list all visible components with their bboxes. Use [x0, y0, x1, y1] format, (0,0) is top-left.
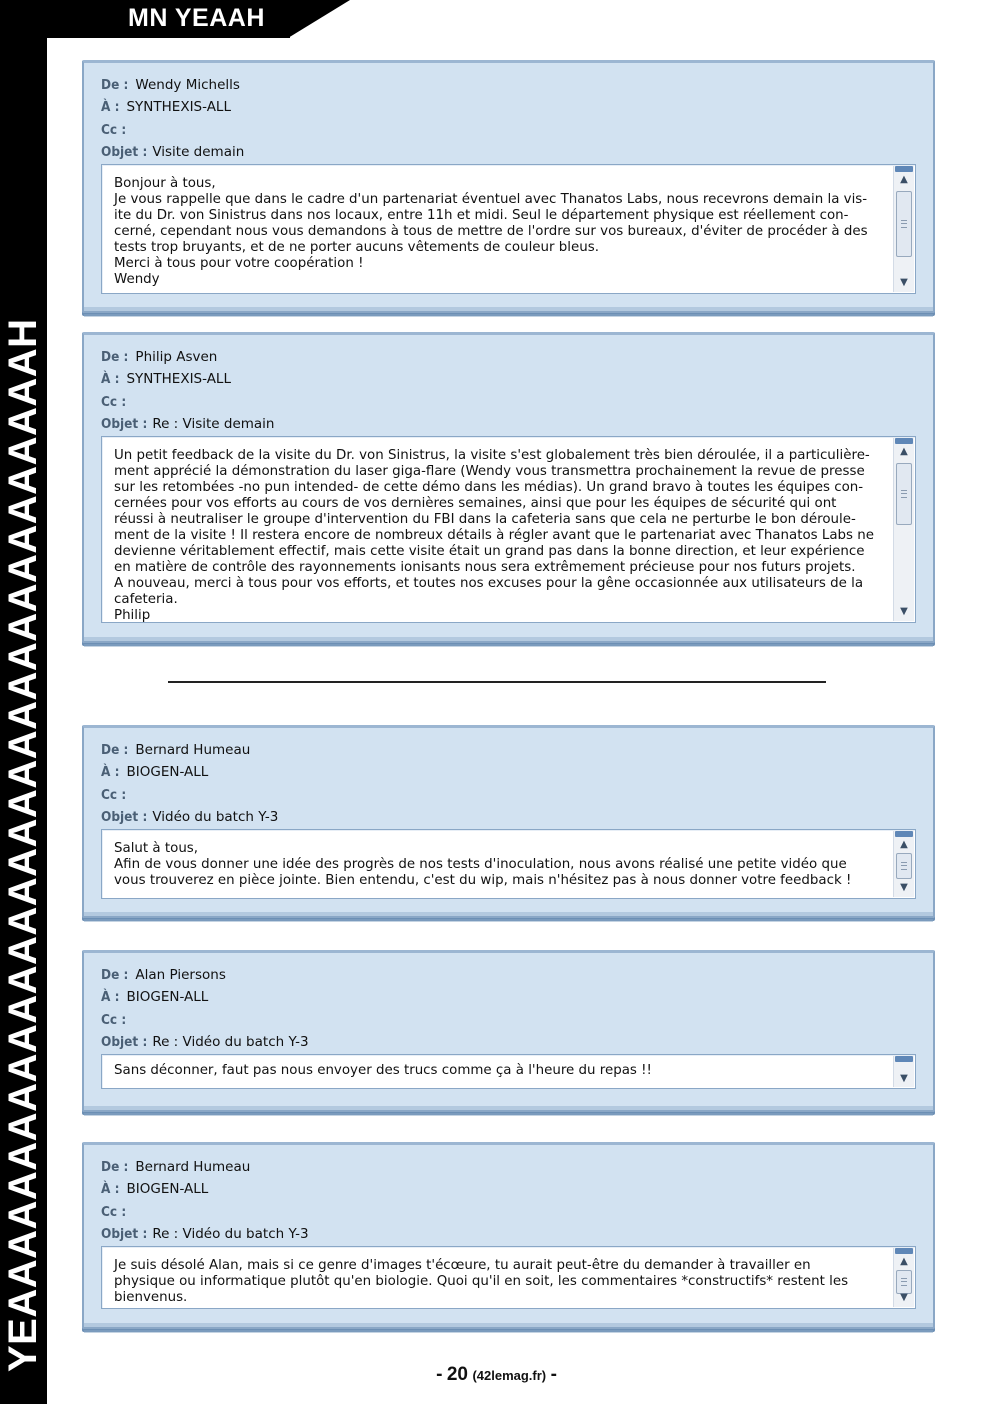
email-window — [82, 1142, 935, 1329]
from-row — [101, 77, 240, 93]
subject-value: Vidéo du batch Y-3 — [152, 809, 279, 825]
from-label: De : — [101, 77, 129, 93]
from-value: Alan Piersons — [135, 967, 226, 983]
message-text: Un petit feedback de la visite du Dr. von Sinistrus, la visite s'est globalement très bien déroulée, il a particulière- ment apprécié la démonstration du laser giga-flare (Wendy vous transmettra prochainement la revue de presse sur les retombées -no pun intended- de cette démo dans les médias). Un grand bravo à toutes les équipes con- cernées pour vos efforts au cours de vos dernières semaines, ainsi que pour les équipes de sécurité qui ont réussi à neutraliser le groupe d'intervention du FBI dans la cafeteria sans que cela ne perturbe le bon déroule- ment de la visite ! Il restera encore de nombreux détails à régler avant que le partenariat avec Thanatos Labs ne devienne véritablement effectif, mais cette visite était un grand pas dans la bonne direction, et leur expérience en matière de contrôle des rayonnements ionisants nous sera extrêmement précieuse pour nos futurs projets. A nouveau, merci à tous pour vos efforts, et toutes nos excuses pour la gêne occasionnée aux utilisateurs de la cafeteria. Philip — [114, 448, 875, 623]
subject-label: Objet : — [101, 1226, 148, 1242]
subject-label: Objet : — [101, 1034, 148, 1050]
scroll-thumb[interactable] — [896, 191, 912, 257]
to-value: SYNTHEXIS-ALL — [126, 371, 231, 387]
scrollbar[interactable] — [893, 438, 914, 621]
message-body[interactable] — [101, 164, 916, 294]
subject-row — [101, 144, 244, 160]
to-value: BIOGEN-ALL — [126, 764, 209, 780]
to-row — [101, 764, 208, 780]
message-body[interactable] — [101, 1054, 916, 1089]
scroll-down-icon[interactable]: ▼ — [900, 606, 908, 617]
grip-icon — [901, 220, 907, 228]
scroll-thumb[interactable] — [896, 853, 912, 879]
site-url: (42lemag.fr) — [472, 1368, 547, 1383]
to-row — [101, 371, 231, 387]
subject-label: Objet : — [101, 144, 148, 160]
from-label: De : — [101, 349, 129, 365]
to-value: SYNTHEXIS-ALL — [126, 99, 231, 115]
subject-row — [101, 416, 275, 432]
scroll-down-icon[interactable]: ▼ — [900, 277, 908, 288]
footer-dash-right: - — [550, 1364, 557, 1385]
from-label: De : — [101, 742, 129, 758]
page-number: 20 — [446, 1364, 468, 1385]
separator-line — [168, 681, 826, 683]
message-text: Salut à tous, Afin de vous donner une idée des progrès de nos tests d'inoculation, nous avons réalisé une petite vidéo que vous trouverez en pièce jointe. Bien entendu, c'est du wip, mais n'hésitez pas à nous donner votre feedback ! — [114, 841, 852, 888]
cc-row — [101, 122, 133, 138]
to-label: À : — [101, 371, 120, 387]
subject-row — [101, 1034, 309, 1050]
to-row — [101, 99, 231, 115]
scroll-up-icon[interactable]: ▲ — [900, 174, 908, 185]
subject-row — [101, 1226, 309, 1242]
scroll-up-icon[interactable]: ▲ — [900, 446, 908, 457]
footer-dash-left: - — [436, 1364, 443, 1385]
to-label: À : — [101, 1181, 120, 1197]
to-value: BIOGEN-ALL — [126, 989, 209, 1005]
from-value: Bernard Humeau — [135, 1159, 251, 1175]
message-text: Sans déconner, faut pas nous envoyer des trucs comme ça à l'heure du repas !! — [114, 1063, 652, 1078]
scroll-down-icon[interactable]: ▼ — [900, 1073, 908, 1084]
grip-icon — [901, 1278, 907, 1286]
scroll-down-icon[interactable]: ▼ — [900, 882, 908, 893]
from-value: Philip Asven — [135, 349, 218, 365]
message-body[interactable] — [101, 436, 916, 623]
subject-value: Re : Visite demain — [152, 416, 275, 432]
subject-value: Re : Vidéo du batch Y-3 — [152, 1034, 309, 1050]
subject-label: Objet : — [101, 809, 148, 825]
from-label: De : — [101, 1159, 129, 1175]
cc-row — [101, 394, 133, 410]
cc-row — [101, 1012, 133, 1028]
cc-row — [101, 787, 133, 803]
from-row — [101, 1159, 250, 1175]
scrollbar[interactable] — [893, 1248, 914, 1307]
scroll-thumb[interactable] — [896, 463, 912, 525]
email-window — [82, 60, 935, 313]
scroll-down-icon[interactable]: ▼ — [900, 1292, 908, 1303]
cc-label: Cc : — [101, 122, 127, 138]
to-label: À : — [101, 764, 120, 780]
from-value: Wendy Michells — [135, 77, 240, 93]
to-label: À : — [101, 989, 120, 1005]
cc-label: Cc : — [101, 787, 127, 803]
to-row — [101, 989, 208, 1005]
message-text: Bonjour à tous, Je vous rappelle que dans le cadre d'un partenariat éventuel avec Thanatos Labs, nous recevrons demain la vis- ite du Dr. von Sinistrus dans nos locaux, entre 11h et midi. Seul le département physique est réellement con- cerné, cependant nous vous demandons à tous de mettre de l'ordre sur vos bureaux, d'éviter de procéder à des tests trop bruyants, et de ne porter aucuns vêtements de couleur bleus. Merci à tous pour votre coopération ! Wendy — [114, 176, 868, 287]
subject-label: Objet : — [101, 416, 148, 432]
scroll-up-icon[interactable]: ▲ — [900, 839, 908, 850]
grip-icon — [901, 490, 907, 498]
from-row — [101, 349, 217, 365]
cc-label: Cc : — [101, 394, 127, 410]
message-text: Je suis désolé Alan, mais si ce genre d'images t'écœure, tu aurait peut-être du demander à travailler en physique ou informatique plutôt qu'en biologie. Quoi qu'il en soit, les commentaires *constructifs* restent les bienvenus. — [114, 1258, 849, 1305]
cc-label: Cc : — [101, 1204, 127, 1220]
to-value: BIOGEN-ALL — [126, 1181, 209, 1197]
from-row — [101, 742, 250, 758]
subject-value: Visite demain — [152, 144, 245, 160]
subject-value: Re : Vidéo du batch Y-3 — [152, 1226, 309, 1242]
scrollbar[interactable] — [893, 831, 914, 897]
message-body[interactable] — [101, 1246, 916, 1309]
to-row — [101, 1181, 208, 1197]
grip-icon — [901, 862, 907, 870]
email-window — [82, 725, 935, 918]
email-window — [82, 950, 935, 1112]
message-body[interactable] — [101, 829, 916, 899]
subject-row — [101, 809, 278, 825]
from-row — [101, 967, 226, 983]
from-value: Bernard Humeau — [135, 742, 251, 758]
page-footer — [0, 1364, 993, 1386]
section-title: MN YEAAH — [128, 4, 265, 32]
from-label: De : — [101, 967, 129, 983]
cc-row — [101, 1204, 133, 1220]
email-window — [82, 332, 935, 643]
scrollbar[interactable] — [893, 1056, 914, 1087]
scrollbar[interactable] — [893, 166, 914, 292]
scroll-up-icon[interactable]: ▲ — [900, 1256, 908, 1267]
to-label: À : — [101, 99, 120, 115]
sidebar-text: YEAAAAAAAAAAAAAAAAAAAAAAAAAAAAAAAAAH — [1, 318, 45, 1372]
cc-label: Cc : — [101, 1012, 127, 1028]
